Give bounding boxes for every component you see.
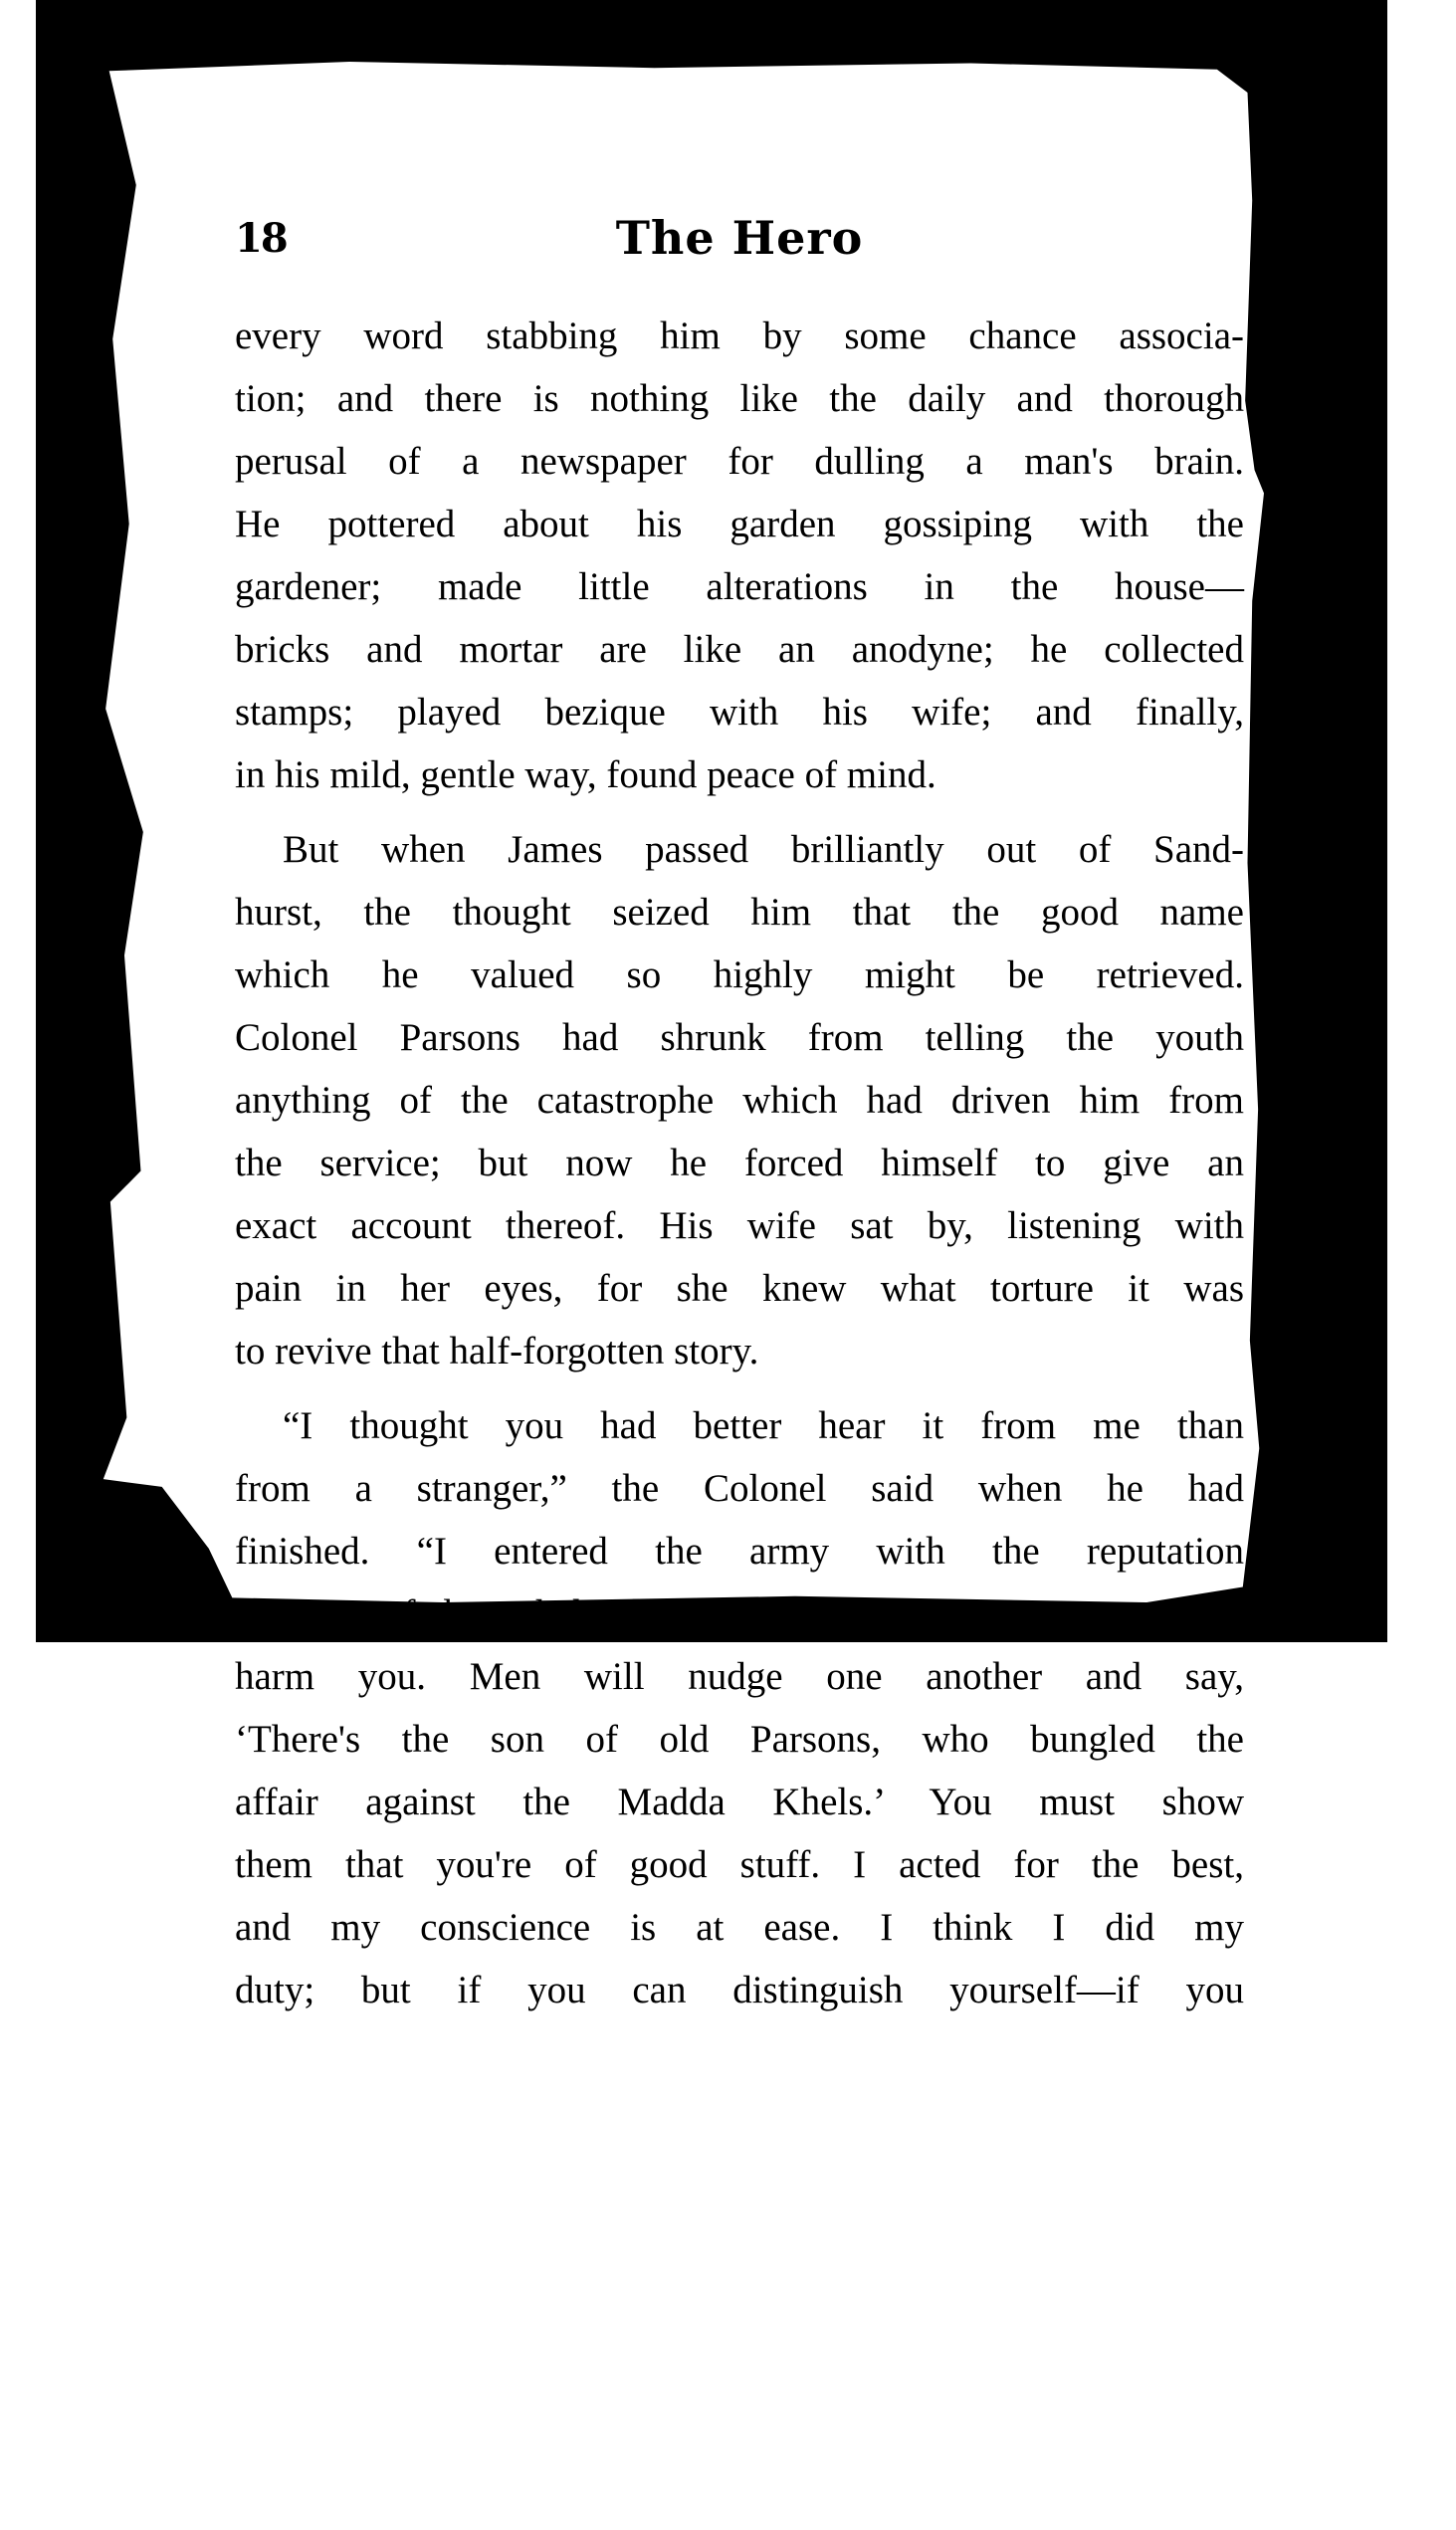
- text-line: “I thought you had better hear it from me than: [283, 1404, 1244, 1447]
- text-line: hurst, the thought seized him that the good name: [235, 891, 1244, 934]
- torn-top-edge: [464, 0, 1220, 52]
- text-line: gardener; made little alterations in the house—: [235, 565, 1244, 608]
- text-line: exact account thereof. His wife sat by, listening with: [235, 1204, 1244, 1247]
- text-line: in his mild, gentle way, found peace of mind.: [235, 753, 936, 796]
- running-title: The Hero: [615, 211, 864, 265]
- page-number: 18: [235, 215, 287, 262]
- text-line: the service; but now he forced himself to give an: [235, 1142, 1244, 1184]
- text-line: which he valued so highly might be retrieved.: [235, 953, 1244, 996]
- running-head: [235, 211, 1244, 271]
- text-line: to revive that half-forgotten story.: [235, 1330, 759, 1372]
- body-text: [235, 305, 1244, 2021]
- text-line: of my father behind me; my reputation can only: [235, 1592, 1244, 1635]
- text-line: pain in her eyes, for she knew what torture it was: [235, 1267, 1244, 1310]
- text-line: tion; and there is nothing like the daily and thorough: [235, 377, 1244, 420]
- text-line: and my conscience is at ease. I think I did my: [235, 1906, 1244, 1949]
- text-line: Colonel Parsons had shrunk from telling the youth: [235, 1016, 1244, 1059]
- text-line: from a stranger,” the Colonel said when he had: [235, 1467, 1244, 1510]
- text-line: anything of the catastrophe which had driven him from: [235, 1079, 1244, 1122]
- text-line: perusal of a newspaper for dulling a man's brain.: [235, 440, 1244, 483]
- text-line: He pottered about his garden gossiping with the: [235, 503, 1244, 545]
- text-line: But when James passed brilliantly out of Sand-: [283, 828, 1244, 871]
- text-line: duty; but if you can distinguish yourself—if you: [235, 1969, 1244, 2011]
- text-line: every word stabbing him by some chance associa-: [235, 315, 1244, 357]
- text-line: harm you. Men will nudge one another and say,: [235, 1655, 1244, 1698]
- text-line: them that you're of good stuff. I acted for the best,: [235, 1843, 1244, 1886]
- text-line: finished. “I entered the army with the reputation: [235, 1530, 1244, 1573]
- text-line: stamps; played bezique with his wife; and finally,: [235, 691, 1244, 734]
- text-line: bricks and mortar are like an anodyne; he collected: [235, 628, 1244, 671]
- text-line: affair against the Madda Khels.’ You must show: [235, 1781, 1244, 1823]
- text-line: ‘There's the son of old Parsons, who bungled the: [235, 1718, 1244, 1761]
